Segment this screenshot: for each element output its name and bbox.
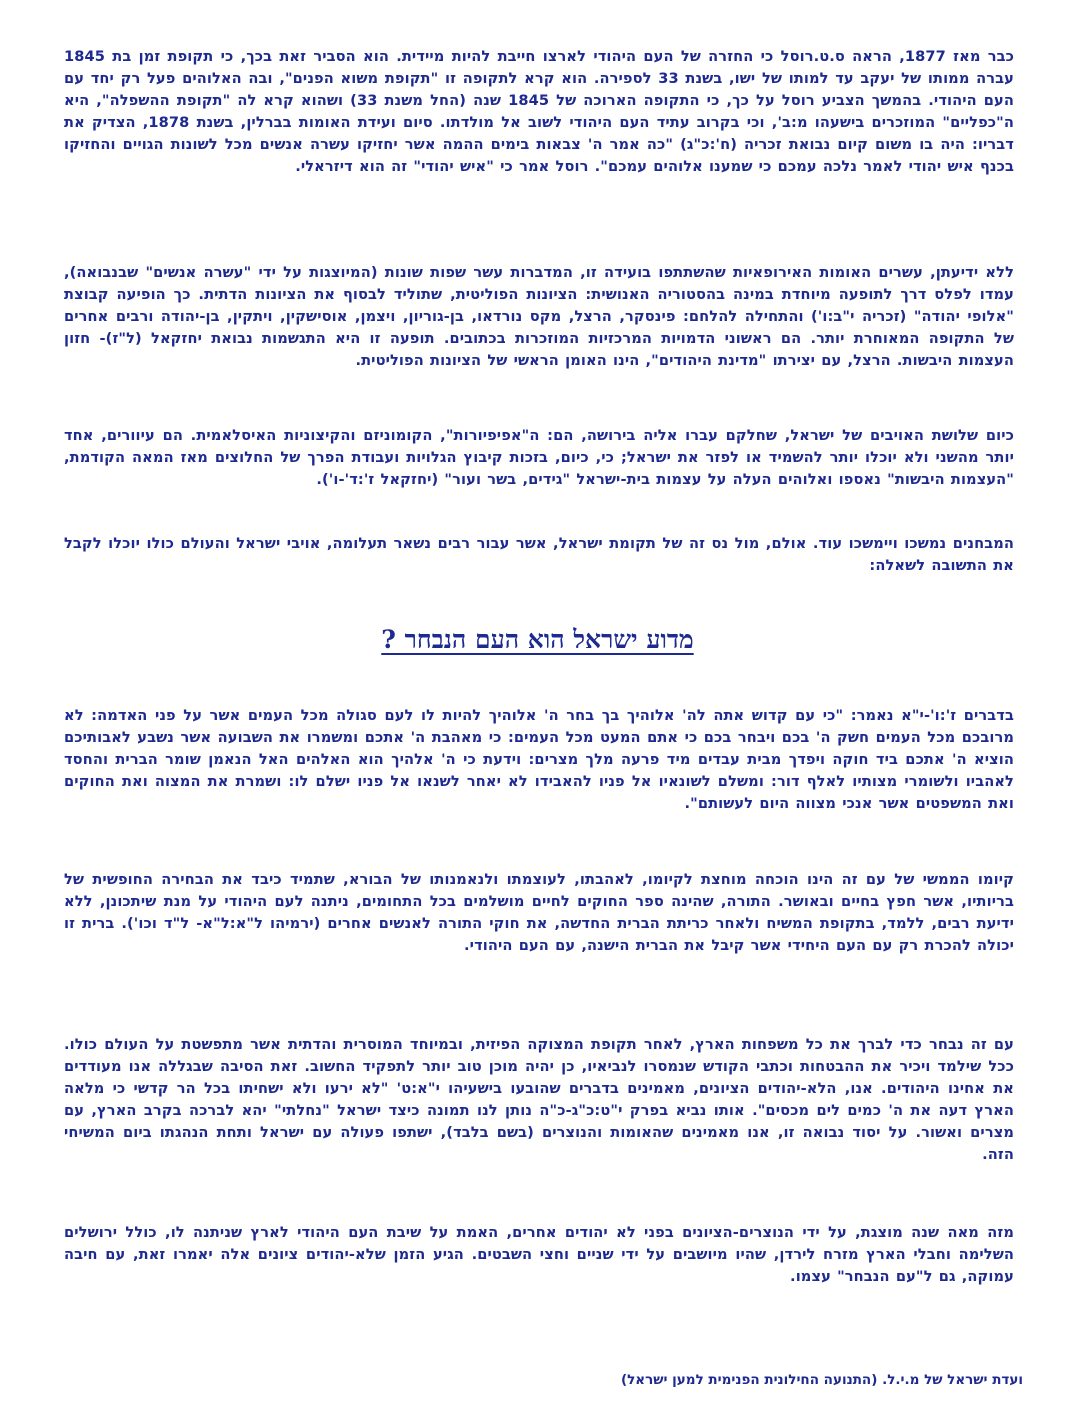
paragraph-proof-of-creator: קיומו הממשי של עם זה הינו הוכחה מוחצת לקיומו, לאהבתו, לעוצמתו ולנאמנותו של הבורא, שתמיד כיבד את הבחירה החופשית של בריותיו, אשר חפץ בחיים ובאושר. התורה, שהינה ספר החוקים לחיים מושלמים בכל התחומים, ניתנה לעם היהודי על מנת שיתכונן, ללא ידיעת רבים, ללמד, בתקופת המשיח ולאחר כריתת הברית החדשה, את חוקי התורה לאנשים אחרים (ירמיהו ל"א:ל"א- ל"ד וכו'). ברית זו יכולה להכרת רק עם העם היחידי אשר קיבל את הברית הישנה, עם העם היהודי. — [64, 871, 1014, 955]
section-heading-chosen-people: מדוע ישראל הוא העם הנבחר ? — [381, 625, 694, 654]
paragraph-deuteronomy-quote: בדברים ז':ו'-י"א נאמר: "כי עם קדוש אתה לה' אלוהיך בך בחר ה' אלוהיך להיות לו לעם סגולה מכל העמים אשר על פני האדמה: לא מרובכם מכל העמים חשק ה' בכם ויבחר בכם כי אתם המעט מכל העמים: כי מאהבת ה' אתכם ומשמרו את השבועה אשר נשבע לאבותיכם הוציא ה' אתכם ביד חוקה ויפדך מבית עבדים מיד פרעה מלך מצרים: וידעת כי ה' אלהיך הוא האלהים האל הנאמן שומר הברית והחסד לאהביו ולשומרי מצותיו לאלף דור: ומשלם לשונאיו אל פניו להאבידו לא יאחר לשנאו אל פניו ישלם לו: ושמרת את המצוה ואת החוקים ואת המשפטים אשר אנכי מצווה היום לעשותם". — [64, 707, 1014, 813]
paragraph-russell-1877: כבר מאז 1877, הראה ס.ט.רוסל כי החזרה של העם היהודי לארצו חייבת להיות מיידית. הוא הסביר זאת בכך, כי תקופת זמן בת 1845 עברה ממותו של יעקב עד למותו של ישו, בשנת 33 לספירה. הוא קרא לתקופה זו "תקופת משוא הפנים", ובה האלוהים פעל רק יחד עם העם היהודי. בהמשך הצביע רוסל על כך, כי התקופה הארוכה של 1845 שנה (החל משנת 33) ושהוא קרא לה "תקופת ההשפלה", היא ה"כפליים" המוזכרים בישעהו מ:ב', וכי בקרוב עתיד העם היהודי לשוב אל מולדתו. סיום ועידת האומות בברלין, בשנת 1878, הצדיק את דבריו: היה בו משום קיום נבואת זכריה (ח':כ"ג) "כה אמר ה' צבאות בימים ההמה אשר יחזיקו עשרה אנשים מכל לשונות הגויים והחזיקו בכנף איש יהודי לאמר נלכה עמכם כי שמענו אלוהים עמכם". רוסל אמר כי "איש יהודי" זה הוא דיזראלי. — [64, 48, 1014, 176]
paragraph-trials-question: המבחנים נמשכו ויימשכו עוד. אולם, מול נס זה של תקומת ישראל, אשר עבור רבים נשאר תעלומה, אויבי ישראל והעולם כולו יוכלו לקבל את התשובה לשאלה: — [64, 535, 1014, 575]
footer-signature: ועדת ישראל של מ.י.ל. (התנועה החילונית הפנימית למען ישראל) — [620, 1372, 1023, 1388]
paragraph-political-zionism: ללא ידיעתן, עשרים האומות האירופאיות שהשתתפו בועידה זו, המדברות עשר שפות שונות (המיוצגות על ידי "עשרה אנשים" שבנבואה), עמדו לפלס דרך לתופעה מיוחדת במינה בהסטוריה האנושית: הציונות הפוליטית, שתוליד לבסוף את הציונות הדתית. כך הופיעה קבוצת "אלופי יהודה" (זכריה י"ב:ו') והתחילה להלחם: פינסקר, הרצל, מקס נורדאו, בן-גוריון, ויצמן, אוסישקין, ויתקין, בן-יהודה ורבים אחרים של התקופה המאוחרת יותר. הם ראשוני הדמויות המרכזיות המוזכרות בכתובים. תופעה זו היא התגשמות נבואת יחזקאל (ל"ז)- חזון העצמות היבשות. הרצל, עם יצירתו "מדינת היהודים", הינו האומן הראשי של הציונות הפוליטית. — [64, 264, 1014, 370]
paragraph-three-enemies: כיום שלושת האויבים של ישראל, שחלקם עברו אליה בירושה, הם: ה"אפיפיורות", הקומוניזם והקיצוניות האיסלאמית. הם עיוורים, אחד יותר מהשני ולא יוכלו יותר להשמיד או לפזר את ישראל; כי, כיום, בזכות קיבוץ הגלויות ועבודת הפרך של החלוצים מאז המאה הקודמת, "העצמות היבשות" נאספו ואלוהים העלה על עצמות בית-ישראל "גידים, בשר ועור" (יחזקאל ז':ד'-ו'). — [64, 427, 1014, 489]
paragraph-blessing-nations: עם זה נבחר כדי לברך את כל משפחות הארץ, לאחר תקופת המצוקה הפיזית, ובמיוחד המוסרית והדתית אשר מתפשטת על העולם כולו. ככל שילמד ויכיר את ההבטחות וכתבי הקודש שנמסרו לנביאיו, כן יהיה מוכן טוב יותר לתפקיד החשוב. זאת הסיבה שבגללה אנו מעודדים את אחינו היהודים. אנו, הלא-יהודים הציונים, מאמינים בדברים שהובעו בישעיהו י"א:ט' "לא ירעו ולא ישחיתו בכל הר קדשי כי מלאה הארץ דעה את ה' כמים לים מכסים". אותו נביא בפרק י"ט:כ"ג-כ"ה נותן לנו תמונה כיצד ישראל "נחלתי" יהא לברכה בקרב הארץ, עם מצרים ואשור. על יסוד נבואה זו, אנו מאמינים שהאומות והנוצרים (בשם בלבד), ישתפו פעולה עם ישראל ותחת הנהגתו ביום המשיחי הזה. — [64, 1036, 1014, 1164]
paragraph-christian-zionists: מזה מאה שנה מוצגת, על ידי הנוצרים-הציונים בפני לא יהודים אחרים, האמת על שיבת העם היהודי לארץ שניתנה לו, כולל ירושלים השלימה וחבלי הארץ מזרח לירדן, שהיו מיושבים על ידי שניים וחצי השבטים. הגיע הזמן שלא-יהודים ציונים אלה יאמרו זאת, עם חיבה עמוקה, גם ל"עם הנבחר" עצמו. — [64, 1224, 1014, 1286]
